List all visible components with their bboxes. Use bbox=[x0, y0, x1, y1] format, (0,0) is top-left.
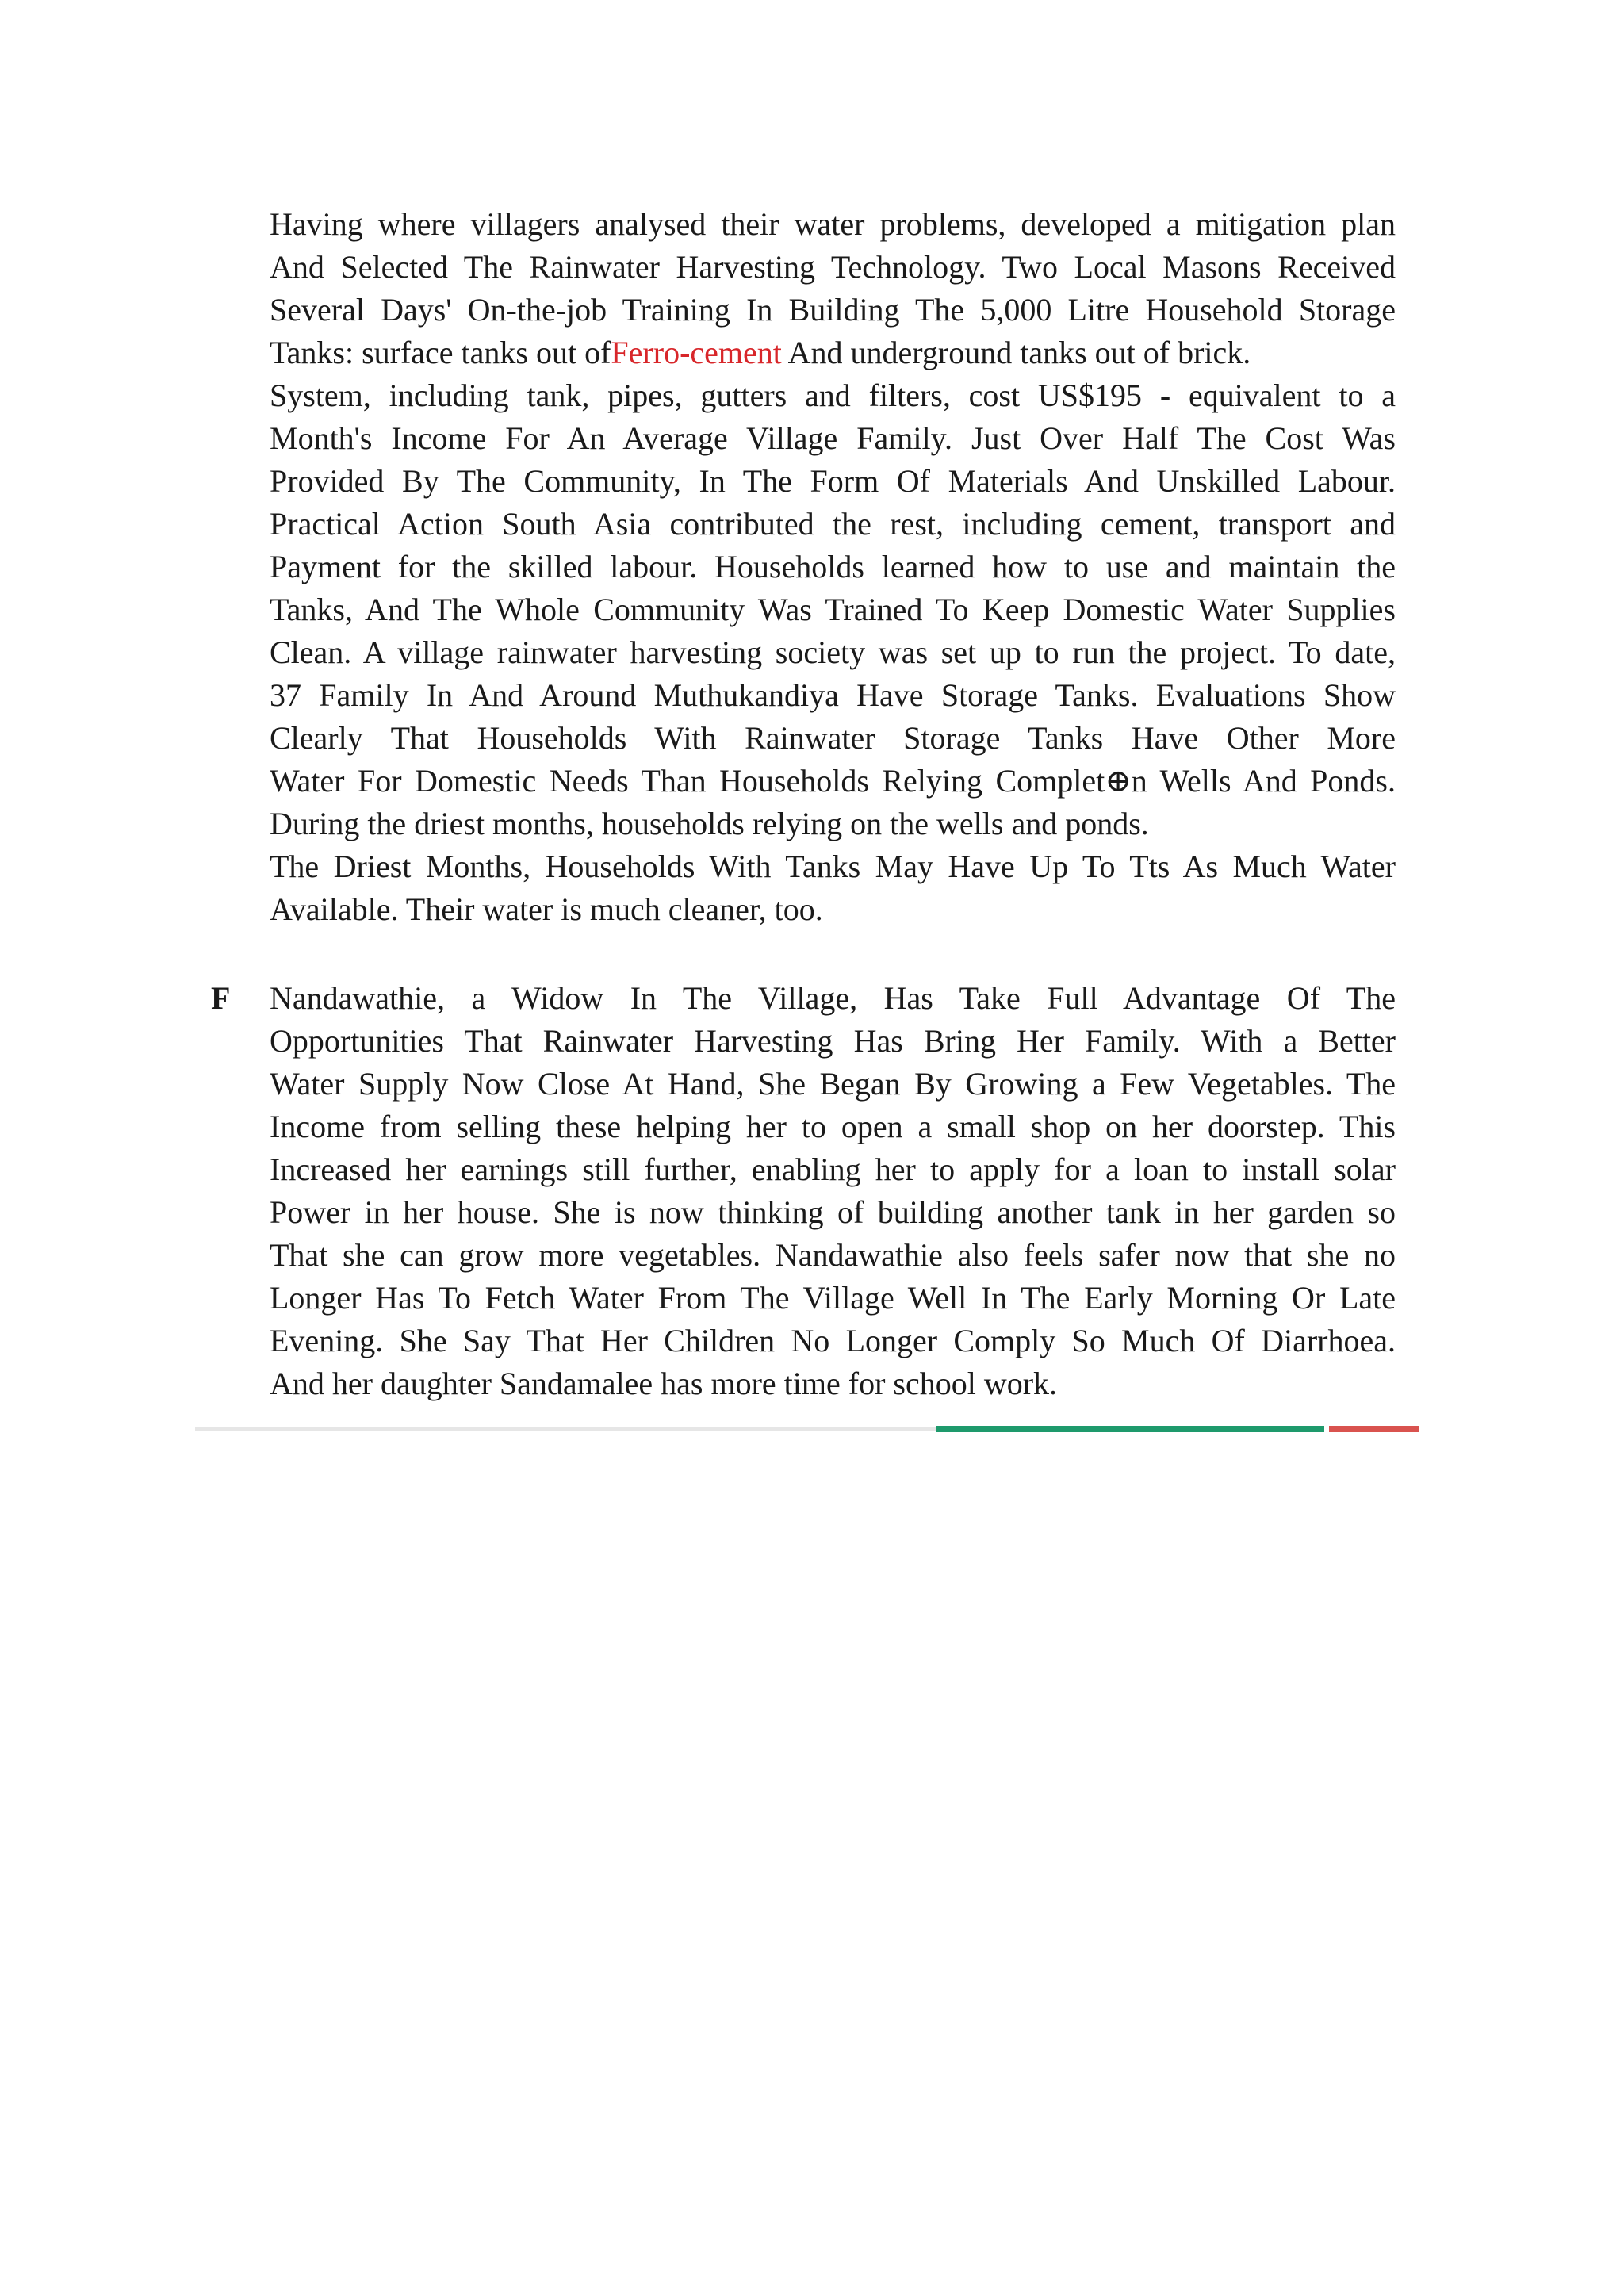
text-line: Clearly That Households With Rainwater Storage Tanks Have Other More bbox=[270, 720, 1396, 756]
text-line: Provided By The Community, In The Form Of Materials And Unskilled Labour. bbox=[270, 463, 1396, 499]
text-line: Practical Action South Asia contributed the rest, including cement, transport and bbox=[270, 506, 1396, 542]
text-line: Month's Income For An Average Village Family. Just Over Half The Cost Was bbox=[270, 420, 1396, 456]
text-line: Tanks, And The Whole Community Was Trained To Keep Domestic Water Supplies bbox=[270, 592, 1396, 627]
text-line: Water For Domestic Needs Than Households Relying Complet⊕n Wells And Ponds. bbox=[270, 763, 1396, 799]
paragraph-f bbox=[270, 977, 1396, 1405]
text-line: Opportunities That Rainwater Harvesting Has Bring Her Family. With a Better bbox=[270, 1023, 1396, 1059]
divider-grey bbox=[195, 1427, 936, 1431]
text-line: Nandawathie, a Widow In The Village, Has Take Full Advantage Of The bbox=[270, 980, 1396, 1016]
text-line: Available. Their water is much cleaner, too. bbox=[270, 891, 823, 927]
text-segment: And underground tanks out of brick. bbox=[781, 335, 1251, 370]
text-line: System, including tank, pipes, gutters and filters, cost US$195 - equivalent to a bbox=[270, 377, 1396, 413]
text-line: The Driest Months, Households With Tanks May Have Up To Tts As Much Water bbox=[270, 849, 1396, 884]
text-line: Income from selling these helping her to open a small shop on her doorstep. This bbox=[270, 1109, 1396, 1144]
text-line: Clean. A village rainwater harvesting society was set up to run the project. To date, bbox=[270, 634, 1396, 670]
text-line: Power in her house. She is now thinking of building another tank in her garden so bbox=[270, 1194, 1396, 1230]
text-line: And her daughter Sandamalee has more time for school work. bbox=[270, 1366, 1058, 1401]
paragraph-main bbox=[270, 203, 1396, 931]
text-line: Payment for the skilled labour. Households learned how to use and maintain the bbox=[270, 549, 1396, 584]
text-line: Several Days' On-the-job Training In Building The 5,000 Litre Household Storage bbox=[270, 292, 1396, 328]
text-line: Water Supply Now Close At Hand, She Began By Growing a Few Vegetables. The bbox=[270, 1066, 1396, 1102]
text-line: Evening. She Say That Her Children No Longer Comply So Much Of Diarrhoea. bbox=[270, 1323, 1396, 1358]
text-line bbox=[270, 331, 1396, 374]
paragraph-label: F bbox=[211, 980, 231, 1016]
text-line: Longer Has To Fetch Water From The Village Well In The Early Morning Or Late bbox=[270, 1280, 1396, 1316]
text-line: During the driest months, households relying on the wells and ponds. bbox=[270, 806, 1149, 841]
text-segment: Tanks: surface tanks out of bbox=[270, 335, 611, 370]
text-line: That she can grow more vegetables. Nandawathie also feels safer now that she no bbox=[270, 1237, 1396, 1273]
divider-red bbox=[1329, 1426, 1419, 1432]
divider-green bbox=[936, 1426, 1324, 1432]
text-line: Increased her earnings still further, enabling her to apply for a loan to install solar bbox=[270, 1151, 1396, 1187]
text-line: And Selected The Rainwater Harvesting Technology. Two Local Masons Received bbox=[270, 249, 1396, 285]
highlight-term: Ferro-cement bbox=[611, 335, 782, 370]
text-line: Having where villagers analysed their water problems, developed a mitigation plan bbox=[270, 206, 1396, 242]
text-line: 37 Family In And Around Muthukandiya Have Storage Tanks. Evaluations Show bbox=[270, 677, 1396, 713]
